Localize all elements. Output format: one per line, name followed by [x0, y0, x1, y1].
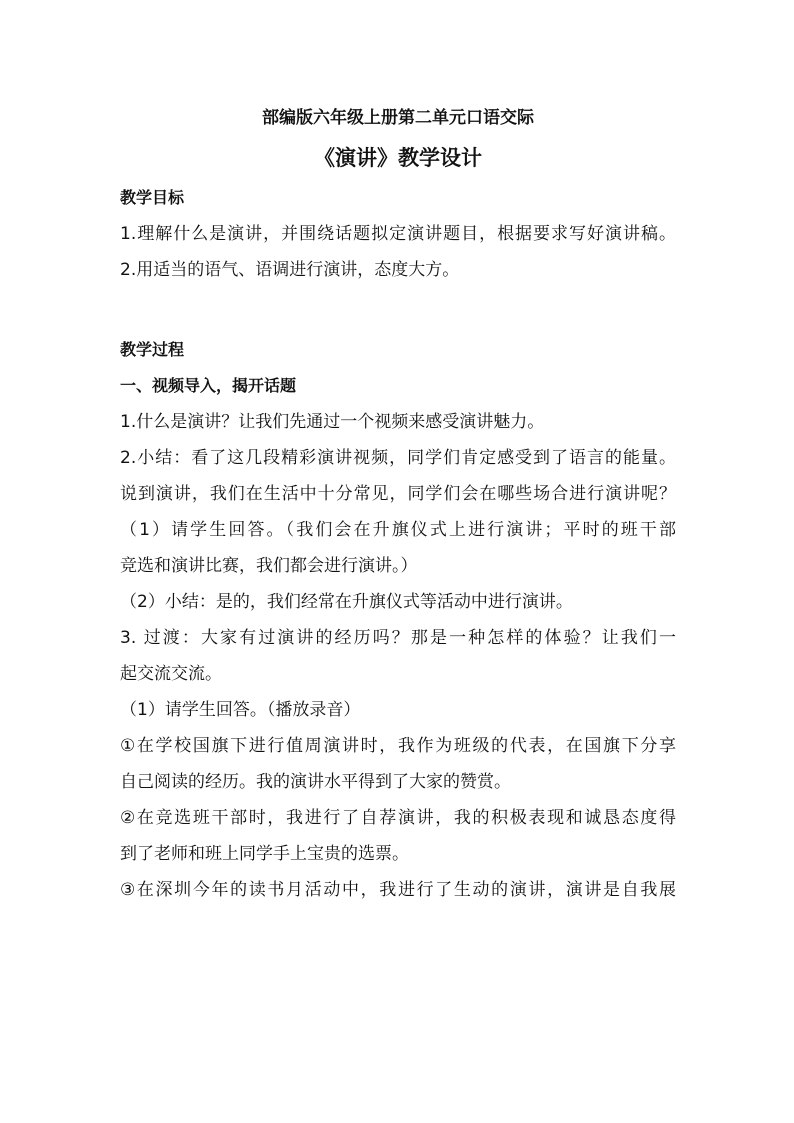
- objective-item-1: 1.理解什么是演讲，并围绕话题拟定演讲题目，根据要求写好演讲稿。: [120, 224, 676, 244]
- document-title-line1: 部编版六年级上册第二单元口语交际: [262, 108, 534, 128]
- paragraph-line: ②在竞选班干部时，我进行了自荐演讲，我的积极表现和诚恳态度得: [120, 808, 676, 828]
- paragraph-line: 起交流交流。: [120, 664, 222, 684]
- objectives-heading: 教学目标: [120, 188, 185, 207]
- paragraph-line: 到了老师和班上同学手上宝贵的选票。: [120, 844, 409, 864]
- section1-heading: 一、视频导入，揭开话题: [120, 376, 297, 395]
- paragraph-line: 说到演讲，我们在生活中十分常见，同学们会在哪些场合进行演讲呢？: [120, 484, 676, 504]
- paragraph-line: （1）请学生回答。（我们会在升旗仪式上进行演讲；平时的班干部: [120, 520, 676, 540]
- objective-item-2: 2.用适当的语气、语调进行演讲，态度大方。: [120, 260, 460, 280]
- paragraph-line: 3. 过渡：大家有过演讲的经历吗？那是一种怎样的体验？让我们一: [120, 628, 676, 648]
- paragraph-line: ①在学校国旗下进行值周演讲时，我作为班级的代表，在国旗下分享: [120, 736, 676, 756]
- paragraph-line: 自己阅读的经历。我的演讲水平得到了大家的赞赏。: [120, 772, 511, 792]
- document-title-line2: 《演讲》教学设计: [314, 145, 482, 170]
- document-body: [120, 100, 676, 908]
- spacer: [120, 288, 676, 332]
- paragraph-line: ③在深圳今年的读书月活动中，我进行了生动的演讲，演讲是自我展: [120, 880, 676, 900]
- paragraph-line: （1）请学生回答。（播放录音）: [120, 700, 361, 720]
- paragraph-line: 竞选和演讲比赛，我们都会进行演讲。）: [120, 556, 418, 576]
- paragraph-line: （2）小结：是的，我们经常在升旗仪式等活动中进行演讲。: [120, 592, 573, 612]
- paragraph-line: 2.小结：看了这几段精彩演讲视频，同学们肯定感受到了语言的能量。: [120, 448, 676, 468]
- paragraph-line: 1.什么是演讲？让我们先通过一个视频来感受演讲魅力。: [120, 412, 545, 432]
- process-heading: 教学过程: [120, 340, 185, 359]
